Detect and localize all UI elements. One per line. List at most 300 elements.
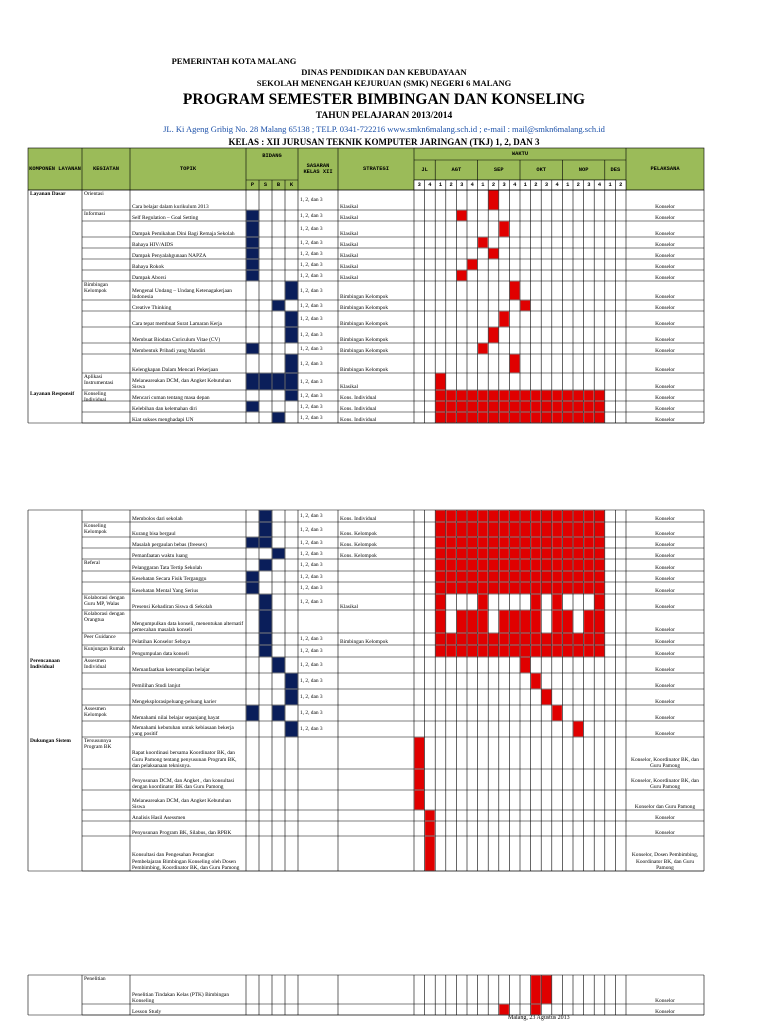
schedule-mark xyxy=(584,634,594,645)
schedule-mark xyxy=(489,538,499,548)
pelaksana-label: Konselor xyxy=(655,603,675,610)
schedule-mark xyxy=(468,511,478,522)
footer-date: Malang, 23 Agustus 2013 xyxy=(508,1015,570,1021)
schedule-mark xyxy=(478,523,488,537)
schedule-mark xyxy=(446,634,456,645)
sasaran-label: 1, 2, dan 3 xyxy=(300,726,323,733)
schedule-mark xyxy=(531,583,541,594)
sasaran-label: 1, 2, dan 3 xyxy=(300,562,323,569)
week-cell: 4 xyxy=(555,181,559,188)
table-row xyxy=(28,673,704,689)
schedule-mark xyxy=(489,560,499,571)
pelaksana-label: Konselor xyxy=(655,814,675,821)
schedule-mark xyxy=(436,611,446,633)
strategi-label: Klasikal xyxy=(340,263,358,270)
komponen-label: Perencanaan Individual xyxy=(30,658,60,671)
pelaksana-label: Konselor xyxy=(655,626,675,633)
schedule-mark xyxy=(478,583,488,594)
pelaksana-label: Konselor xyxy=(655,366,675,373)
bidang-mark xyxy=(247,402,259,412)
schedule-mark xyxy=(468,523,478,537)
schedule-mark xyxy=(552,511,562,522)
topik-label: Membentuk Pribadi yang Mandiri xyxy=(132,347,206,354)
schedule-mark xyxy=(468,391,478,401)
topik-label: Memahami kebutuhan untuk kebiasaan bekerja yang positif xyxy=(132,724,234,737)
sasaran-label: 1, 2, dan 3 xyxy=(300,710,323,717)
strategi-label: Klasikal xyxy=(340,203,358,210)
schedule-mark xyxy=(574,722,584,737)
pelaksana-label: Konselor, Koordinator BK, dan Guru Pamong xyxy=(631,756,699,769)
schedule-mark xyxy=(574,549,584,559)
topik-label: Melaneareakan DCM, dan Angket Kebutuhan Siswa xyxy=(132,377,231,390)
sasaran-label: 1, 2, dan 3 xyxy=(300,585,323,592)
strategi-label: Bimbingan Kelompok xyxy=(340,366,389,373)
week-cell: 3 xyxy=(460,181,464,188)
pelaksana-label: Konselor xyxy=(655,714,675,721)
topik-label: Dampak Aborsi xyxy=(132,274,166,281)
schedule-mark xyxy=(489,402,499,412)
schedule-mark xyxy=(531,523,541,537)
schedule-mark xyxy=(510,413,520,423)
schedule-mark xyxy=(542,634,552,645)
kegiatan-label: Aplikasi Instrumentasi xyxy=(84,374,114,387)
pelaksana-label: Konselor xyxy=(655,650,675,657)
bidang-mark xyxy=(286,690,298,705)
schedule-mark xyxy=(552,549,562,559)
schedule-mark xyxy=(457,211,467,221)
schedule-mark xyxy=(595,549,605,559)
topik-label: Mencari cuman tentang masa depan xyxy=(132,394,210,401)
schedule-mark xyxy=(457,611,467,633)
schedule-mark xyxy=(446,646,456,657)
komponen-label: Layanan Dasar xyxy=(30,191,66,197)
strategi-label: Klasikal xyxy=(340,252,358,259)
bidang-mark xyxy=(247,260,259,270)
schedule-mark xyxy=(457,413,467,423)
schedule-mark xyxy=(425,837,435,871)
week-cell: 3 xyxy=(544,181,549,188)
schedule-mark xyxy=(489,328,499,343)
table-row xyxy=(28,737,704,769)
schedule-mark xyxy=(552,391,562,401)
pelaksana-label: Konselor xyxy=(655,320,675,327)
schedule-mark xyxy=(478,646,488,657)
schedule-mark xyxy=(510,282,520,300)
week-cell: 2 xyxy=(449,181,453,188)
strategi-label: Klasikal xyxy=(340,214,358,221)
kegiatan-label: Orientasi xyxy=(84,191,104,197)
schedule-mark xyxy=(457,549,467,559)
schedule-mark xyxy=(510,355,520,373)
week-cell: 1 xyxy=(481,181,485,188)
topik-label: Konsultasi dan Pengesahan Perangkat Pembelajaran Bimbingan Konseling oleh Dosen Pembimbing, Koordinator BK, dan Guru Pamong xyxy=(132,852,240,871)
topik-label: Masalah pergaulan bebas (freesex) xyxy=(132,541,207,548)
pelaksana-label: Konselor xyxy=(655,530,675,537)
schedule-mark xyxy=(478,549,488,559)
schedule-mark xyxy=(478,634,488,645)
pelaksana-label: Konselor xyxy=(655,241,675,248)
bidang-mark xyxy=(247,238,259,248)
schedule-mark xyxy=(510,538,520,548)
sasaran-label: 1, 2, dan 3 xyxy=(300,360,323,367)
week-cell: 4 xyxy=(597,181,602,188)
schedule-mark xyxy=(457,572,467,582)
bidang-mark xyxy=(273,549,285,559)
schedule-mark xyxy=(574,523,584,537)
schedule-mark xyxy=(457,646,467,657)
schedule-mark xyxy=(595,611,605,633)
schedule-mark xyxy=(584,611,594,633)
schedule-mark xyxy=(436,413,446,423)
schedule-mark xyxy=(574,402,584,412)
schedule-mark xyxy=(436,374,446,390)
bidang-mark xyxy=(273,374,285,390)
topik-label: Cara belajar dalam kurikulum 2013 xyxy=(132,203,209,210)
topik-label: Penelitian Tindakan Kelas (PTK) Bimbingan Konseling xyxy=(132,991,230,1004)
bidang-mark xyxy=(247,374,259,390)
schedule-mark xyxy=(457,583,467,594)
bidang-mark xyxy=(260,634,272,645)
bidang-mark xyxy=(273,706,285,721)
schedule-mark xyxy=(584,549,594,559)
topik-label: Membuat Biodata Curiculum Vitae (CV) xyxy=(132,336,221,343)
schedule-mark xyxy=(552,538,562,548)
sasaran-label: 1, 2, dan 3 xyxy=(300,239,323,246)
schedule-mark xyxy=(415,770,425,790)
schedule-mark xyxy=(446,560,456,571)
pelaksana-label: Konselor xyxy=(655,252,675,259)
schedule-mark xyxy=(489,549,499,559)
kegiatan-label: Informasi xyxy=(84,211,105,217)
topik-label: Melaneareakan DCM, dan Angket Kebutuhan Siswa xyxy=(132,797,231,810)
col-waktu: WAKTU xyxy=(511,150,529,157)
week-cell: 4 xyxy=(470,181,474,188)
topik-label: Kesehatan Secara Fisik Terganggu xyxy=(132,575,207,582)
table-row xyxy=(28,689,704,705)
schedule-mark xyxy=(468,538,478,548)
schedule-mark xyxy=(489,511,499,522)
sasaran-label: 1, 2, dan 3 xyxy=(300,345,323,352)
col-strategi: STRATEGI xyxy=(363,165,389,172)
topik-label: Bahaya Rokok xyxy=(132,263,164,270)
schedule-mark xyxy=(468,413,478,423)
pelaksana-label: Konselor xyxy=(655,1008,675,1015)
schedule-mark xyxy=(584,572,594,582)
bidang-sub-p: P xyxy=(250,181,255,188)
bidang-mark xyxy=(247,583,259,594)
schedule-mark xyxy=(499,538,509,548)
schedule-mark xyxy=(531,511,541,522)
schedule-mark xyxy=(489,191,499,210)
schedule-mark xyxy=(531,976,541,1004)
schedule-mark xyxy=(499,634,509,645)
bidang-mark xyxy=(247,222,259,237)
schedule-mark xyxy=(521,560,531,571)
schedule-mark xyxy=(531,611,541,633)
bidang-mark xyxy=(247,271,259,281)
schedule-mark xyxy=(489,523,499,537)
col-komponen: KOMPONEN LAYANAN xyxy=(29,165,81,172)
week-cell: 2 xyxy=(576,181,580,188)
kegiatan-label: Kolaborasi dengan Orangtua xyxy=(84,611,125,624)
schedule-mark xyxy=(531,634,541,645)
sasaran-label: 1, 2, dan 3 xyxy=(300,694,323,701)
schedule-mark xyxy=(436,391,446,401)
bidang-mark xyxy=(247,249,259,259)
schedule-mark xyxy=(510,523,520,537)
schedule-mark xyxy=(531,538,541,548)
schedule-mark xyxy=(531,413,541,423)
schedule-mark xyxy=(531,572,541,582)
week-cell: 2 xyxy=(534,181,538,188)
bidang-sub-b: B xyxy=(276,181,281,188)
kegiatan-label: Konseling Individual xyxy=(84,391,107,404)
week-cell: 3 xyxy=(587,181,591,188)
schedule-mark xyxy=(521,413,531,423)
schedule-mark xyxy=(457,523,467,537)
header-line-1: PEMERINTAH KOTA MALANG xyxy=(171,56,297,66)
schedule-mark xyxy=(510,560,520,571)
bidang-mark xyxy=(286,374,298,390)
schedule-mark xyxy=(521,572,531,582)
pelaksana-label: Konselor xyxy=(655,829,675,836)
schedule-mark xyxy=(595,523,605,537)
sasaran-label: 1, 2, dan 3 xyxy=(300,648,323,655)
schedule-mark xyxy=(415,791,425,810)
pelaksana-label: Konselor xyxy=(655,416,675,423)
schedule-mark xyxy=(531,391,541,401)
schedule-mark xyxy=(489,583,499,594)
strategi-label: Klasikal xyxy=(340,603,358,610)
week-cell: 1 xyxy=(523,181,527,188)
pelaksana-label: Konselor xyxy=(655,638,675,645)
schedule-mark xyxy=(499,611,509,633)
pelaksana-label: Konselor xyxy=(655,214,675,221)
kegiatan-label: Penelitian xyxy=(84,976,106,982)
schedule-mark xyxy=(510,583,520,594)
bidang-mark xyxy=(260,560,272,571)
schedule-mark xyxy=(521,646,531,657)
month-jl: JL xyxy=(421,166,428,173)
week-cell: 2 xyxy=(491,181,496,188)
schedule-mark xyxy=(510,634,520,645)
schedule-mark xyxy=(436,560,446,571)
sasaran-label: 1, 2, dan 3 xyxy=(300,392,323,399)
sasaran-label: 1, 2, dan 3 xyxy=(300,636,323,643)
schedule-mark xyxy=(478,595,488,610)
topik-label: Dampak Penyalahgunaan NAPZA xyxy=(132,252,207,259)
schedule-mark xyxy=(436,572,446,582)
week-cell: 3 xyxy=(417,181,421,188)
schedule-mark xyxy=(499,523,509,537)
schedule-mark xyxy=(584,523,594,537)
schedule-mark xyxy=(574,634,584,645)
schedule-mark xyxy=(542,549,552,559)
academic-year: TAHUN PELAJARAN 2013/2014 xyxy=(315,111,453,121)
schedule-mark xyxy=(542,538,552,548)
schedule-mark xyxy=(531,674,541,689)
schedule-mark xyxy=(552,560,562,571)
sasaran-label: 1, 2, dan 3 xyxy=(300,678,323,685)
bidang-mark xyxy=(247,706,259,721)
bidang-mark xyxy=(286,674,298,689)
topik-label: Mengeksplorasipeluang-peluang karier xyxy=(132,698,217,705)
schedule-mark xyxy=(542,523,552,537)
bidang-mark xyxy=(286,328,298,343)
schedule-mark xyxy=(574,538,584,548)
schedule-mark xyxy=(595,391,605,401)
schedule-mark xyxy=(499,560,509,571)
schedule-mark xyxy=(574,646,584,657)
kegiatan-label: Referal xyxy=(84,560,100,566)
schedule-mark xyxy=(542,583,552,594)
schedule-mark xyxy=(478,538,488,548)
kegiatan-label: Assesmen Individual xyxy=(84,658,107,671)
schedule-mark xyxy=(436,634,446,645)
school-address: JL. Ki Ageng Gribig No. 28 Malang 65138 ; TELP. 0341-722216 www.smkn6malang.sch.id ; e-mail : mail@smkn6malang.sch.id xyxy=(163,124,605,134)
week-cell: 1 xyxy=(438,181,443,188)
topik-label: Pemanfaatan waktu luang xyxy=(132,552,188,559)
schedule-mark xyxy=(499,222,509,237)
kegiatan-label: Kolaborasi dengan Guru MP, Walas xyxy=(84,595,125,608)
schedule-mark xyxy=(521,391,531,401)
schedule-mark xyxy=(542,690,552,705)
topik-label: Self Regulation – Goal Setting xyxy=(132,214,199,221)
bidang-mark xyxy=(260,646,272,657)
week-cell: 1 xyxy=(608,181,612,188)
schedule-mark xyxy=(457,391,467,401)
bidang-mark xyxy=(247,538,259,548)
topik-label: Pengumpulan data konseli xyxy=(132,650,189,657)
pelaksana-label: Konselor xyxy=(655,405,675,412)
kegiatan-label: Bimbingan Kelompok xyxy=(84,282,108,295)
komponen-label: Dukungan Sistem xyxy=(30,738,71,744)
table-row xyxy=(28,975,704,1004)
schedule-mark xyxy=(436,595,446,610)
sasaran-label: 1, 2, dan 3 xyxy=(300,378,323,385)
table-row xyxy=(28,1004,704,1015)
schedule-mark xyxy=(457,402,467,412)
bidang-mark xyxy=(286,282,298,300)
month-nop: NOP xyxy=(578,166,589,173)
topik-label: Membolos dari sekolah xyxy=(132,515,183,522)
sasaran-label: 1, 2, dan 3 xyxy=(300,226,323,233)
schedule-mark xyxy=(574,560,584,571)
bidang-mark xyxy=(260,374,272,390)
schedule-mark xyxy=(574,413,584,423)
schedule-mark xyxy=(425,822,435,836)
schedule-mark xyxy=(563,583,573,594)
pelaksana-label: Konselor xyxy=(655,698,675,705)
schedule-mark xyxy=(468,549,478,559)
schedule-mark xyxy=(468,260,478,270)
schedule-mark xyxy=(499,391,509,401)
pelaksana-label: Konselor xyxy=(655,587,675,594)
schedule-mark xyxy=(468,646,478,657)
schedule-mark xyxy=(552,402,562,412)
schedule-mark xyxy=(521,549,531,559)
schedule-mark xyxy=(563,611,573,633)
schedule-mark xyxy=(521,538,531,548)
topik-label: Memanfaatkan keterampilan belajar xyxy=(132,666,210,673)
schedule-mark xyxy=(563,549,573,559)
topik-label: Cara tepat membuat Surat Lamaran Kerja xyxy=(132,320,222,327)
bidang-mark xyxy=(273,301,285,311)
bidang-mark xyxy=(260,595,272,610)
pelaksana-label: Konselor xyxy=(655,293,675,300)
schedule-mark xyxy=(563,391,573,401)
schedule-mark xyxy=(499,583,509,594)
bidang-mark xyxy=(286,722,298,737)
strategi-label: Klasikal xyxy=(340,274,358,281)
sasaran-label: 1, 2, dan 3 xyxy=(300,287,323,294)
bidang-mark xyxy=(247,572,259,582)
week-cell: 2 xyxy=(619,181,623,188)
strategi-label: Bimbingan Kelompok xyxy=(340,304,389,311)
strategi-label: Bimbingan Kelompok xyxy=(340,347,389,354)
schedule-mark xyxy=(489,249,499,259)
schedule-mark xyxy=(542,413,552,423)
pelaksana-label: Konselor xyxy=(655,263,675,270)
strategi-label: Kons. Individual xyxy=(340,515,377,522)
schedule-mark xyxy=(499,549,509,559)
week-cell: 3 xyxy=(502,181,506,188)
topik-label: Presensi Kehadiran Siswa di Sekolah xyxy=(132,603,213,610)
schedule-mark xyxy=(478,572,488,582)
kegiatan-label: Konseling Kelompok xyxy=(84,523,107,536)
schedule-mark xyxy=(457,538,467,548)
table-row xyxy=(28,821,704,836)
topik-label: Dampak Pemikahan Dini Bagi Remaja Sekolah xyxy=(132,230,235,237)
schedule-mark xyxy=(489,634,499,645)
kegiatan-label: Assesmen Kelompok xyxy=(84,706,107,719)
strategi-label: Kons. Kelompok xyxy=(340,552,377,559)
sasaran-label: 1, 2, dan 3 xyxy=(300,526,323,533)
table-row xyxy=(28,810,704,821)
schedule-mark xyxy=(457,271,467,281)
schedule-mark xyxy=(478,611,488,633)
schedule-mark xyxy=(436,583,446,594)
strategi-label: Kons. Kelompok xyxy=(340,541,377,548)
schedule-mark xyxy=(521,611,531,633)
bidang-mark xyxy=(260,611,272,633)
strategi-label: Bimbingan Kelompok xyxy=(340,336,389,343)
week-cell: 4 xyxy=(513,181,517,188)
komponen-label: Layanan Responsif xyxy=(30,391,75,397)
col-pelaksana: PELAKSANA xyxy=(650,165,680,172)
schedule-mark xyxy=(595,572,605,582)
pelaksana-label: Konselor dan Guru Pamong xyxy=(634,803,696,810)
schedule-mark xyxy=(521,583,531,594)
strategi-label: Klasikal xyxy=(340,383,358,390)
sasaran-label: 1, 2, dan 3 xyxy=(300,513,323,520)
schedule-mark xyxy=(436,538,446,548)
schedule-mark xyxy=(552,595,562,610)
schedule-mark xyxy=(552,634,562,645)
schedule-mark xyxy=(468,583,478,594)
pelaksana-label: Konselor xyxy=(655,383,675,390)
topik-label: Mengenal Undang – Undang Ketenagakerjaan Indonesia xyxy=(132,287,232,300)
strategi-label: Klasikal xyxy=(340,241,358,248)
schedule-mark xyxy=(457,511,467,522)
schedule-mark xyxy=(542,511,552,522)
schedule-mark xyxy=(510,391,520,401)
pelaksana-label: Konselor, Koordinator BK, dan Guru Pamong xyxy=(631,777,699,790)
col-sasaran: SASARAN KELAS XII xyxy=(303,162,333,175)
sasaran-label: 1, 2, dan 3 xyxy=(300,403,323,410)
kegiatan-label: Kunjungan Rumah xyxy=(84,646,125,652)
schedule-mark xyxy=(436,646,446,657)
